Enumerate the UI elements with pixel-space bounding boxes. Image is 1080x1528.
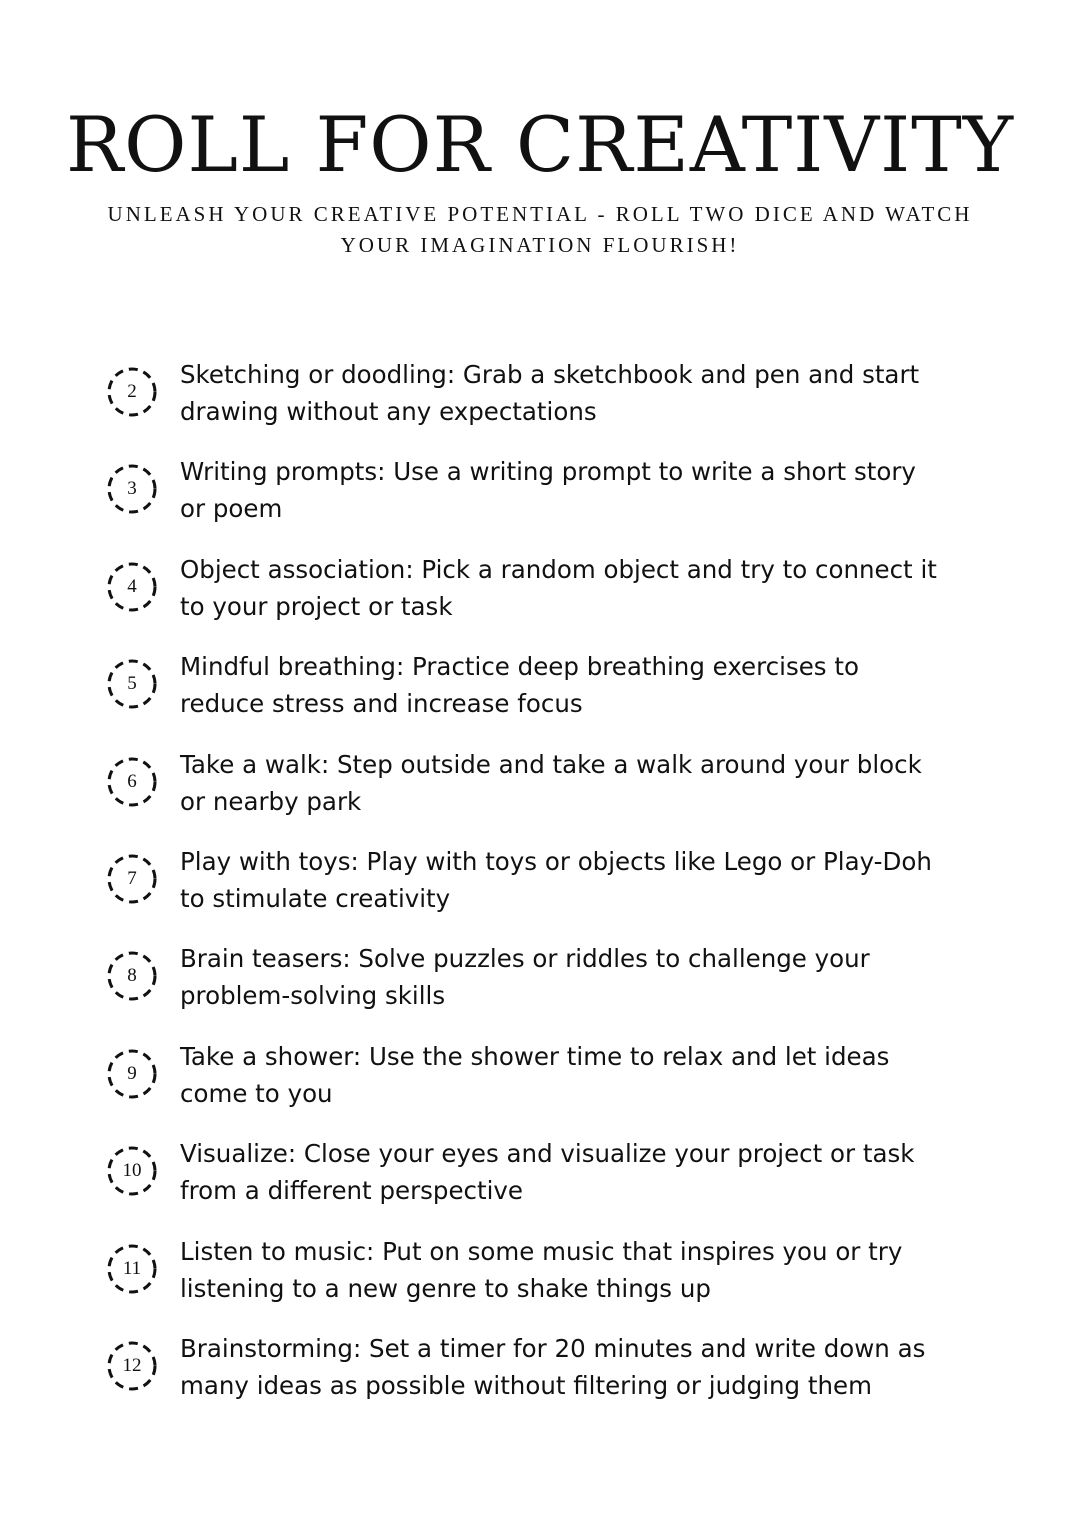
roll-number: 12 [122, 1354, 142, 1376]
activity-item-2 [105, 356, 965, 453]
roll-number: 9 [127, 1062, 137, 1084]
activity-text: Writing prompts: Use a writing prompt to write a short story or poem [180, 457, 916, 524]
activity-item-3 [105, 453, 965, 550]
dashed-circle-badge [105, 1144, 159, 1198]
activity-text: Brainstorming: Set a timer for 20 minutes and write down as many ideas as possible without filtering or judging them [180, 1333, 926, 1400]
page-title: ROLL FOR CREATIVITY [65, 100, 1015, 189]
activity-item-7 [105, 843, 965, 940]
activity-text: Take a shower: Use the shower time to relax and let ideas come to you [180, 1041, 890, 1108]
activity-item-8 [105, 940, 965, 1037]
roll-number: 8 [127, 965, 137, 987]
roll-number: 11 [122, 1257, 142, 1279]
activity-text: Mindful breathing: Practice deep breathing exercises to reduce stress and increase focus [180, 652, 859, 719]
activity-item-11 [105, 1233, 965, 1330]
activity-item-4 [105, 551, 965, 648]
roll-number: 4 [127, 575, 137, 597]
activity-text: Brain teasers: Solve puzzles or riddles to challenge your problem-solving skills [180, 944, 870, 1011]
activity-text: Take a walk: Step outside and take a walk around your block or nearby park [180, 749, 922, 816]
roll-number: 7 [127, 867, 137, 889]
dashed-circle-badge [105, 560, 159, 614]
activity-text: Listen to music: Put on some music that inspires you or try listening to a new genre to shake things up [180, 1236, 903, 1303]
activity-text: Sketching or doodling: Grab a sketchbook and pen and start drawing without any expectations [180, 360, 920, 426]
activity-text: Play with toys: Play with toys or objects like Lego or Play-Doh to stimulate creativity [180, 846, 932, 913]
dashed-circle-badge [105, 852, 159, 906]
roll-number: 10 [122, 1160, 142, 1182]
dashed-circle-badge [105, 657, 159, 711]
roll-number: 3 [127, 478, 137, 500]
activity-item-12 [105, 1330, 965, 1427]
dashed-circle-badge [105, 1339, 159, 1393]
activity-item-5 [105, 648, 965, 745]
activity-item-6 [105, 746, 965, 843]
activity-text: Object association: Pick a random object and try to connect it to your project or task [180, 554, 937, 621]
page-subtitle: UNLEASH YOUR CREATIVE POTENTIAL - ROLL TWO DICE AND WATCH YOUR IMAGINATION FLOURISH! [107, 202, 973, 257]
activity-list [105, 356, 965, 1427]
roll-number: 5 [127, 673, 137, 695]
roll-number: 2 [127, 381, 137, 402]
dashed-circle-badge [105, 755, 159, 809]
activity-item-9 [105, 1038, 965, 1135]
dashed-circle-badge [105, 1047, 159, 1101]
dashed-circle-badge [105, 949, 159, 1003]
dashed-circle-badge [105, 462, 159, 516]
roll-number: 6 [127, 770, 137, 792]
activity-item-10 [105, 1135, 965, 1232]
dashed-circle-badge [105, 365, 159, 419]
activity-text: Visualize: Close your eyes and visualize your project or task from a different perspective [180, 1139, 915, 1206]
dashed-circle-badge [105, 1242, 159, 1296]
